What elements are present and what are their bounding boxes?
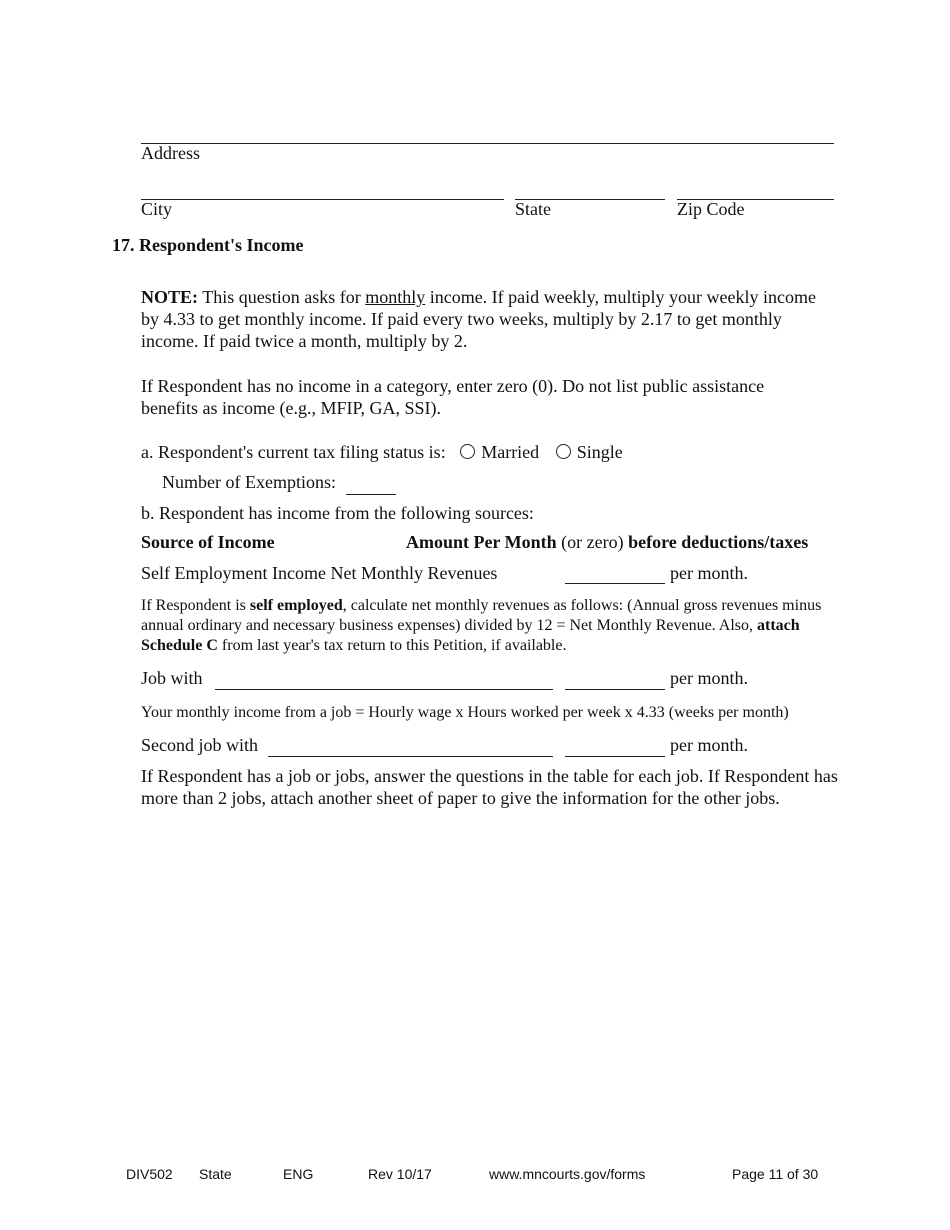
married-radio[interactable] bbox=[460, 444, 475, 459]
city-label: City bbox=[141, 199, 173, 219]
amount-header-tail: before deductions/taxes bbox=[628, 532, 809, 552]
note-label: NOTE: bbox=[141, 287, 199, 307]
se-instruction-part1: If Respondent is bbox=[141, 597, 246, 614]
self-employment-instruction bbox=[141, 596, 836, 656]
source-of-income-header: Source of Income bbox=[141, 532, 275, 552]
se-instruction-bold1: self employed bbox=[249, 597, 343, 614]
second-job-suffix: per month. bbox=[670, 735, 748, 755]
job-suffix: per month. bbox=[670, 668, 748, 688]
address-field[interactable] bbox=[141, 143, 834, 144]
note-text-before: This question asks for bbox=[202, 287, 361, 307]
city-field[interactable] bbox=[141, 199, 504, 200]
se-instruction-part2: , calculate net monthly revenues as follows: (Annual gross revenues minus annual ordinary and necessary business expenses) divided by 12 = Net Monthly Revenue. Also, bbox=[141, 597, 822, 634]
exemptions-field[interactable] bbox=[346, 494, 396, 495]
self-employment-amount-field[interactable] bbox=[565, 583, 665, 584]
self-employment-suffix: per month. bbox=[670, 563, 748, 583]
job-employer-field[interactable] bbox=[215, 689, 553, 690]
footer-revision: Rev 10/17 bbox=[368, 1166, 432, 1182]
second-job-employer-field[interactable] bbox=[268, 756, 553, 757]
single-radio[interactable] bbox=[556, 444, 571, 459]
footer-language: ENG bbox=[283, 1166, 314, 1182]
single-option-label: Single bbox=[576, 442, 623, 462]
zip-label: Zip Code bbox=[677, 199, 745, 219]
sources-prompt: b. Respondent has income from the following sources: bbox=[141, 503, 534, 523]
address-label: Address bbox=[141, 143, 200, 163]
note-underlined: monthly bbox=[365, 287, 426, 307]
footer-page-number: Page 11 of 30 bbox=[732, 1166, 819, 1182]
self-employment-label: Self Employment Income Net Monthly Revenues bbox=[141, 563, 498, 583]
job-label: Job with bbox=[141, 668, 203, 688]
second-job-label: Second job with bbox=[141, 735, 258, 755]
amount-header bbox=[406, 532, 808, 552]
footer-url[interactable]: www.mncourts.gov/forms bbox=[489, 1166, 646, 1182]
amount-header-bold: Amount Per Month bbox=[406, 532, 557, 552]
tax-status-row bbox=[141, 442, 623, 462]
section-title: 17. Respondent's Income bbox=[112, 235, 304, 255]
tax-status-prompt: a. Respondent's current tax filing status is: bbox=[141, 442, 446, 462]
married-option-label: Married bbox=[481, 442, 540, 462]
second-job-amount-field[interactable] bbox=[565, 756, 665, 757]
se-instruction-bold2: attach Schedule C bbox=[141, 617, 800, 654]
footer-form-id: DIV502 bbox=[126, 1166, 173, 1182]
zero-instruction: If Respondent has no income in a category, enter zero (0). Do not list public assistance benefits as income (e.g., MFIP, GA, SSI). bbox=[141, 376, 765, 418]
footer-state: State bbox=[199, 1166, 232, 1182]
state-label: State bbox=[515, 199, 551, 219]
exemptions-label: Number of Exemptions: bbox=[162, 472, 336, 492]
job-amount-field[interactable] bbox=[565, 689, 665, 690]
job-formula: Your monthly income from a job = Hourly wage x Hours worked per week x 4.33 (weeks per month) bbox=[141, 704, 789, 721]
jobs-instruction: If Respondent has a job or jobs, answer the questions in the table for each job. If Respondent has more than 2 jobs, attach another sheet of paper to give the information for the other jobs. bbox=[141, 766, 838, 808]
note-paragraph bbox=[141, 286, 821, 352]
amount-header-paren: (or zero) bbox=[561, 532, 624, 552]
se-instruction-part3: from last year's tax return to this Petition, if available. bbox=[221, 637, 567, 654]
note-text-after: income. If paid weekly, multiply your weekly income by 4.33 to get monthly income. If paid every two weeks, multiply by 2.17 to get monthly income. If paid twice a month, multiply by 2. bbox=[141, 287, 816, 351]
